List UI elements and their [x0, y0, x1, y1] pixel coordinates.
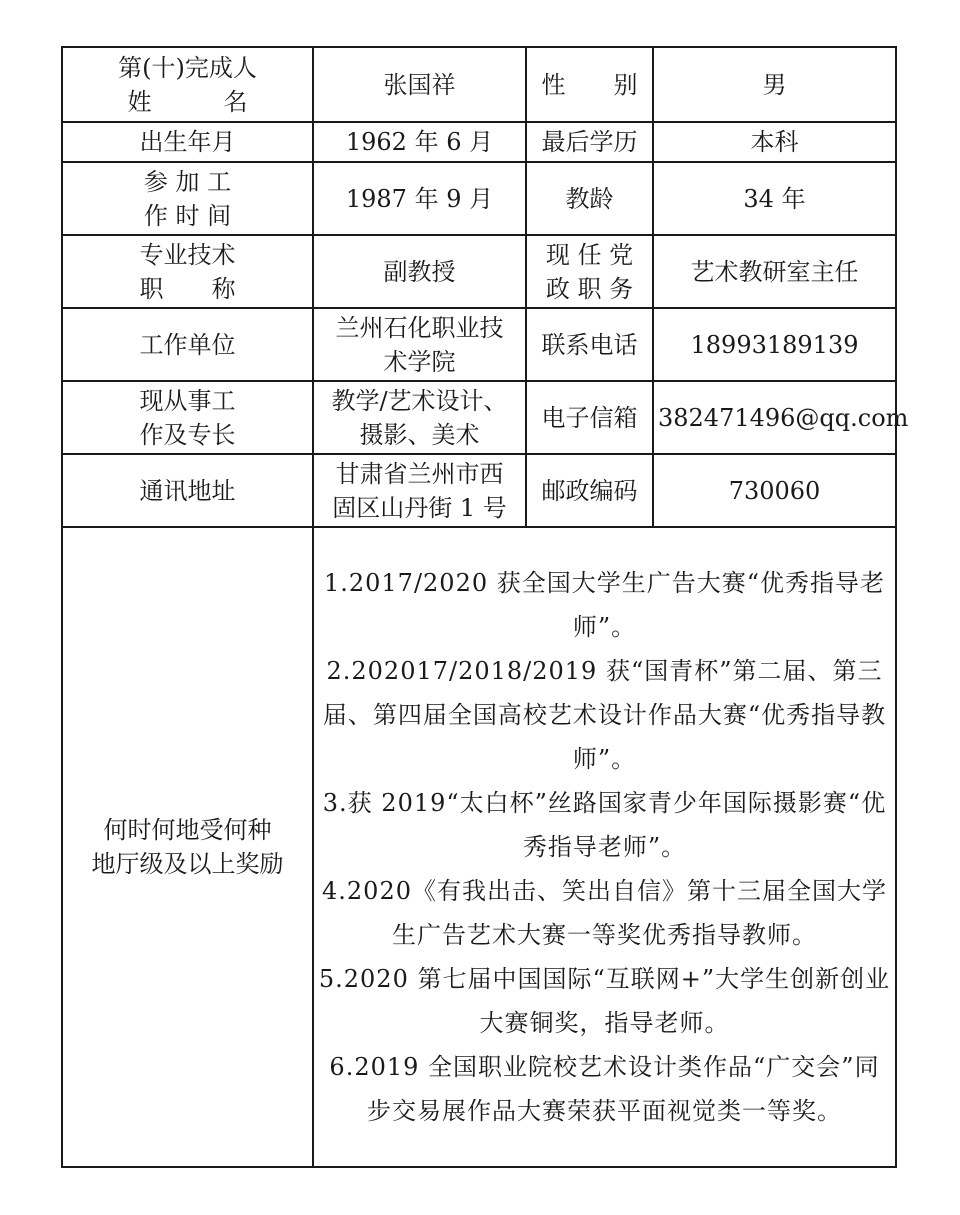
employer-value-line1: 兰州石化职业技: [335, 313, 504, 342]
address-value-cell: [313, 454, 526, 527]
specialty-label-line2: 作及专长: [139, 420, 236, 449]
row-name: [62, 47, 896, 122]
name-label-line1: 第(十)完成人: [118, 53, 257, 82]
work-start-value: 1987 年 9 月: [313, 162, 526, 235]
birth-label: 出生年月: [62, 122, 313, 162]
party-position-label-line2: 政 职 务: [545, 274, 634, 303]
education-value: 本科: [653, 122, 896, 162]
address-value-line2: 固区山丹街 1 号: [332, 493, 507, 522]
awards-label-line2: 地厅级及以上奖励: [91, 850, 284, 878]
birth-value: 1962 年 6 月: [313, 122, 526, 162]
awards-list-cell: [313, 527, 896, 1167]
row-work-start: [62, 162, 896, 235]
specialty-value-line1: 教学/艺术设计、: [331, 386, 508, 415]
email-value: 382471496@qq.com: [653, 381, 896, 454]
email-label: 电子信箱: [526, 381, 653, 454]
awards-label-cell: [62, 527, 313, 1167]
teaching-years-label: 教龄: [526, 162, 653, 235]
gender-label: 性 别: [526, 47, 653, 122]
award-item-3: 3.获 2019“太白杯”丝路国家青少年国际摄影赛“优秀指导老师”。: [322, 789, 887, 861]
title-value: 副教授: [313, 235, 526, 308]
name-label-cell: [62, 47, 313, 122]
phone-label: 联系电话: [526, 308, 653, 381]
education-label: 最后学历: [526, 122, 653, 162]
row-birth: [62, 122, 896, 162]
address-label: 通讯地址: [62, 454, 313, 527]
work-start-label-cell: [62, 162, 313, 235]
party-position-label-line1: 现 任 党: [545, 240, 634, 269]
award-item-5: 5.2020 第七届中国国际“互联网+”大学生创新创业大赛铜奖，指导老师。: [318, 965, 891, 1037]
row-title: [62, 235, 896, 308]
award-item-1: 1.2017/2020 获全国大学生广告大赛“优秀指导老师”。: [323, 569, 886, 641]
specialty-value-cell: [313, 381, 526, 454]
specialty-value-line2: 摄影、美术: [359, 420, 480, 449]
name-label-line2: 姓 名: [127, 87, 248, 116]
row-specialty: [62, 381, 896, 454]
specialty-label-cell: [62, 381, 313, 454]
party-position-value: 艺术教研室主任: [653, 235, 896, 308]
employer-value-cell: [313, 308, 526, 381]
name-value: 张国祥: [313, 47, 526, 122]
award-item-4: 4.2020《有我出击、笑出自信》第十三届全国大学生广告艺术大赛一等奖优秀指导教师。: [322, 877, 887, 949]
work-start-label-line2: 作 时 间: [143, 201, 232, 230]
employer-value-line2: 术学院: [383, 347, 456, 376]
awards-label-line1: 何时何地受何种: [103, 816, 272, 844]
postcode-label: 邮政编码: [526, 454, 653, 527]
teaching-years-value: 34 年: [653, 162, 896, 235]
title-label-line2: 职 称: [139, 274, 236, 303]
specialty-label-line1: 现从事工: [139, 386, 236, 415]
title-label-line1: 专业技术: [139, 240, 236, 269]
row-awards: [62, 527, 896, 1167]
row-address: [62, 454, 896, 527]
title-label-cell: [62, 235, 313, 308]
work-start-label-line1: 参 加 工: [143, 167, 232, 196]
phone-value: 18993189139: [653, 308, 896, 381]
award-item-6: 6.2019 全国职业院校艺术设计类作品“广交会”同步交易展作品大赛荣获平面视觉类一等奖。: [329, 1053, 880, 1125]
gender-value: 男: [653, 47, 896, 122]
employer-label: 工作单位: [62, 308, 313, 381]
party-position-label-cell: [526, 235, 653, 308]
info-form-table: [61, 46, 909, 1168]
row-employer: [62, 308, 896, 381]
postcode-value: 730060: [653, 454, 896, 527]
award-item-2: 2.202017/2018/2019 获“国青杯”第二届、第三届、第四届全国高校艺术设计作品大赛“优秀指导教师”。: [322, 657, 887, 773]
address-value-line1: 甘肃省兰州市西: [335, 459, 504, 488]
